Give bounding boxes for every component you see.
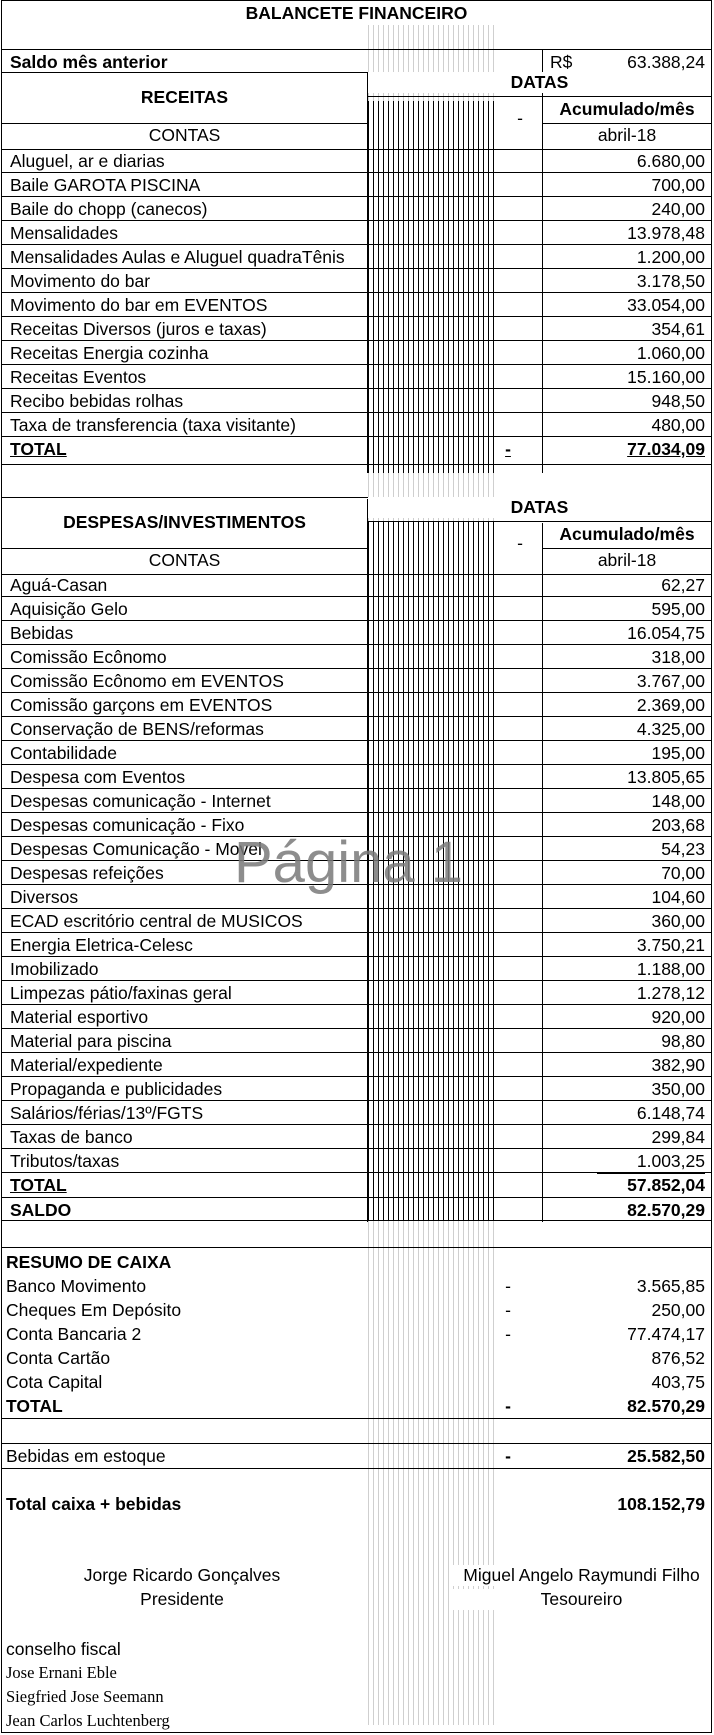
receitas-value: 948,50: [651, 391, 705, 411]
despesas-label: Despesa com Eventos: [10, 767, 186, 787]
receitas-row: [2, 245, 711, 269]
despesas-value: 13.805,65: [627, 767, 705, 787]
saldo-anterior-value: 63.388,24: [627, 52, 705, 72]
conselho-member-name: Siegfried Jose Seemann: [6, 1687, 164, 1706]
conselho-heading-row: [2, 1637, 711, 1661]
receitas-row: [2, 149, 711, 173]
datas-dash: -: [498, 533, 542, 573]
month-label: abril-18: [543, 550, 711, 573]
receitas-value: 3.178,50: [636, 271, 705, 291]
saldo-anterior-row: [2, 49, 711, 73]
despesas-value: 3.767,00: [636, 671, 705, 691]
total-caixa-label: Total caixa + bebidas: [6, 1494, 182, 1514]
receitas-label: Movimento do bar: [10, 271, 151, 291]
despesas-value: 195,00: [651, 743, 705, 763]
despesas-row: [2, 933, 711, 957]
receitas-row: [2, 269, 711, 293]
tesoureiro-name: Miguel Angelo Raymundi Filho: [452, 1565, 711, 1586]
resumo-heading-row: [2, 1250, 711, 1274]
despesas-row: [2, 1125, 711, 1149]
despesas-label: Material esportivo: [10, 1007, 149, 1027]
receitas-total-value: 77.034,09: [627, 439, 705, 459]
despesas-row: [2, 837, 711, 861]
receitas-total-dash: -: [505, 439, 511, 459]
despesas-value: 4.325,00: [636, 719, 705, 739]
acumulado-label: Acumulado/mês: [543, 99, 711, 120]
despesas-label: Material/expediente: [10, 1055, 163, 1075]
despesas-value: 299,84: [651, 1127, 705, 1147]
despesas-row: [2, 981, 711, 1005]
despesas-row: [2, 573, 711, 597]
despesas-label: Despesas Comunicação - Movel: [10, 839, 262, 859]
despesas-row: [2, 861, 711, 885]
despesas-label: Bebidas: [10, 623, 74, 643]
resumo-total-dash: -: [505, 1396, 511, 1416]
despesas-value: 360,00: [651, 911, 705, 931]
despesas-row: [2, 813, 711, 837]
receitas-row: [2, 173, 711, 197]
total-caixa-value: 108.152,79: [617, 1494, 705, 1514]
resumo-label: Cheques Em Depósito: [6, 1300, 182, 1320]
resumo-row: [2, 1346, 711, 1370]
despesas-value: 3.750,21: [636, 935, 705, 955]
despesas-label: Diversos: [10, 887, 79, 907]
presidente-role: Presidente: [140, 1589, 224, 1609]
despesas-label: ECAD escritório central de MUSICOS: [10, 911, 303, 931]
receitas-label: Receitas Eventos: [10, 367, 147, 387]
receitas-value: 354,61: [651, 319, 705, 339]
despesas-row: [2, 1005, 711, 1029]
receitas-value: 6.680,00: [636, 151, 705, 171]
resumo-row: [2, 1274, 711, 1298]
despesas-value: 62,27: [661, 575, 705, 595]
despesas-label: Aquisição Gelo: [10, 599, 128, 619]
receitas-total-row: [2, 437, 711, 465]
despesas-value: 1.278,12: [636, 983, 705, 1003]
resumo-label: Banco Movimento: [6, 1276, 147, 1296]
month-label: abril-18: [543, 125, 711, 148]
despesas-value: 595,00: [651, 599, 705, 619]
saldo-label: SALDO: [10, 1200, 72, 1220]
despesas-value: 104,60: [651, 887, 705, 907]
despesas-row: [2, 717, 711, 741]
despesas-row: [2, 741, 711, 765]
receitas-value: 700,00: [651, 175, 705, 195]
receitas-value: 13.978,48: [627, 223, 705, 243]
receitas-label: Baile GAROTA PISCINA: [10, 175, 201, 195]
resumo-total-label: TOTAL: [6, 1396, 63, 1416]
receitas-value: 480,00: [651, 415, 705, 435]
despesas-label: Tributos/taxas: [10, 1151, 120, 1171]
despesas-heading: DESPESAS/INVESTIMENTOS: [63, 512, 306, 532]
despesas-value: 350,00: [651, 1079, 705, 1099]
despesas-label: Despesas comunicação - Internet: [10, 791, 271, 811]
despesas-value: 16.054,75: [627, 623, 705, 643]
despesas-row: [2, 693, 711, 717]
despesas-value: 148,00: [651, 791, 705, 811]
despesas-row: [2, 1053, 711, 1077]
contas-label: CONTAS: [148, 550, 221, 570]
receitas-row: [2, 317, 711, 341]
page-watermark: Página 1: [234, 830, 463, 895]
datas-label: DATAS: [368, 72, 711, 93]
estoque-value: 25.582,50: [627, 1446, 705, 1466]
tesoureiro-role: Tesoureiro: [452, 1589, 711, 1610]
receitas-label: Mensalidades: [10, 223, 118, 243]
despesas-row: [2, 597, 711, 621]
despesas-label: Contabilidade: [10, 743, 118, 763]
despesas-header: [2, 497, 711, 575]
conselho-heading: conselho fiscal: [6, 1639, 121, 1659]
receitas-row: [2, 389, 711, 413]
resumo-value: 3.565,85: [636, 1276, 705, 1296]
despesas-label: Comissão garçons em EVENTOS: [10, 695, 273, 715]
despesas-row: [2, 1029, 711, 1053]
balancete-sheet: [1, 0, 712, 1733]
despesas-row: [2, 621, 711, 645]
receitas-heading: RECEITAS: [140, 87, 229, 107]
contas-label: CONTAS: [148, 125, 221, 145]
resumo-dash: -: [505, 1324, 511, 1344]
despesas-value: 70,00: [661, 863, 705, 883]
saldo-anterior-label: Saldo mês anterior: [10, 52, 168, 72]
resumo-label: Cota Capital: [6, 1372, 103, 1392]
currency-label: R$: [550, 52, 573, 72]
conselho-member: [2, 1685, 711, 1709]
conselho-member-name: Jean Carlos Luchtenberg: [6, 1711, 170, 1730]
resumo-label: Conta Cartão: [6, 1348, 111, 1368]
despesas-label: Comissão Ecônomo em EVENTOS: [10, 671, 284, 691]
receitas-label: Mensalidades Aulas e Aluguel quadraTênis: [10, 247, 345, 267]
presidente-name: Jorge Ricardo Gonçalves: [83, 1565, 281, 1585]
receitas-value: 240,00: [651, 199, 705, 219]
despesas-label: Despesas refeições: [10, 863, 164, 883]
receitas-value: 1.200,00: [636, 247, 705, 267]
despesas-total-label: TOTAL: [10, 1175, 67, 1195]
resumo-label: Conta Bancaria 2: [6, 1324, 142, 1344]
despesas-value: 203,68: [651, 815, 705, 835]
receitas-row: [2, 293, 711, 317]
conselho-member: [2, 1709, 711, 1733]
despesas-value: 318,00: [651, 647, 705, 667]
resumo-value: 876,52: [651, 1348, 705, 1368]
receitas-header: [2, 73, 711, 150]
despesas-label: Salários/férias/13º/FGTS: [10, 1103, 204, 1123]
title-row: [2, 1, 711, 25]
resumo-heading: RESUMO DE CAIXA: [6, 1252, 172, 1272]
despesas-row: [2, 1077, 711, 1101]
despesas-value: 920,00: [651, 1007, 705, 1027]
resumo-row: [2, 1322, 711, 1346]
estoque-label: Bebidas em estoque: [6, 1446, 166, 1466]
estoque-row: [2, 1443, 711, 1469]
resumo-value: 403,75: [651, 1372, 705, 1392]
resumo-dash: -: [505, 1300, 511, 1320]
despesas-label: Taxas de banco: [10, 1127, 133, 1147]
despesas-row: [2, 669, 711, 693]
despesas-row: [2, 765, 711, 789]
receitas-row: [2, 221, 711, 245]
despesas-label: Aguá-Casan: [10, 575, 108, 595]
despesas-total-value: 57.852,04: [597, 1173, 705, 1196]
despesas-row: [2, 789, 711, 813]
despesas-value: 98,80: [661, 1031, 705, 1051]
resumo-total-row: [2, 1394, 711, 1419]
resumo-row: [2, 1370, 711, 1394]
receitas-label: Aluguel, ar e diarias: [10, 151, 165, 171]
acumulado-label: Acumulado/mês: [543, 524, 711, 545]
saldo-value: 82.570,29: [627, 1200, 705, 1220]
despesas-value: 1.003,25: [636, 1151, 705, 1171]
receitas-label: Recibo bebidas rolhas: [10, 391, 184, 411]
despesas-row: [2, 645, 711, 669]
receitas-row: [2, 197, 711, 221]
datas-label: DATAS: [368, 497, 711, 518]
saldo-row: [2, 1197, 711, 1221]
receitas-label: Baile do chopp (canecos): [10, 199, 208, 219]
estoque-dash: -: [505, 1446, 511, 1466]
receitas-row: [2, 413, 711, 437]
despesas-label: Energia Eletrica-Celesc: [10, 935, 193, 955]
despesas-value: 2.369,00: [636, 695, 705, 715]
receitas-row: [2, 365, 711, 389]
despesas-label: Despesas comunicação - Fixo: [10, 815, 245, 835]
despesas-row: [2, 1149, 711, 1173]
despesas-row: [2, 1101, 711, 1125]
despesas-value: 382,90: [651, 1055, 705, 1075]
datas-dash: -: [498, 108, 542, 148]
conselho-member-name: Jose Ernani Eble: [6, 1663, 117, 1682]
receitas-row: [2, 341, 711, 365]
resumo-value: 77.474,17: [627, 1324, 705, 1344]
despesas-row: [2, 957, 711, 981]
receitas-total-label: TOTAL: [10, 439, 67, 459]
receitas-label: Receitas Energia cozinha: [10, 343, 209, 363]
receitas-label: Receitas Diversos (juros e taxas): [10, 319, 267, 339]
despesas-label: Propaganda e publicidades: [10, 1079, 223, 1099]
divider: [2, 1247, 711, 1248]
resumo-total-value: 82.570,29: [627, 1396, 705, 1416]
despesas-label: Imobilizado: [10, 959, 99, 979]
despesas-row: [2, 885, 711, 909]
receitas-value: 15.160,00: [627, 367, 705, 387]
despesas-total-row: [2, 1173, 711, 1197]
despesas-value: 54,23: [661, 839, 705, 859]
despesas-label: Material para piscina: [10, 1031, 172, 1051]
page-title: BALANCETE FINANCEIRO: [245, 3, 468, 23]
despesas-label: Limpezas pátio/faxinas geral: [10, 983, 232, 1003]
resumo-value: 250,00: [651, 1300, 705, 1320]
resumo-dash: -: [505, 1276, 511, 1296]
receitas-value: 33.054,00: [627, 295, 705, 315]
receitas-label: Taxa de transferencia (taxa visitante): [10, 415, 296, 435]
despesas-label: Conservação de BENS/reformas: [10, 719, 264, 739]
total-caixa-row: [2, 1492, 711, 1516]
despesas-value: 1.188,00: [636, 959, 705, 979]
receitas-value: 1.060,00: [636, 343, 705, 363]
despesas-label: Comissão Ecônomo: [10, 647, 167, 667]
receitas-label: Movimento do bar em EVENTOS: [10, 295, 268, 315]
despesas-value: 6.148,74: [636, 1103, 705, 1123]
resumo-row: [2, 1298, 711, 1322]
conselho-member: [2, 1661, 711, 1685]
despesas-row: [2, 909, 711, 933]
